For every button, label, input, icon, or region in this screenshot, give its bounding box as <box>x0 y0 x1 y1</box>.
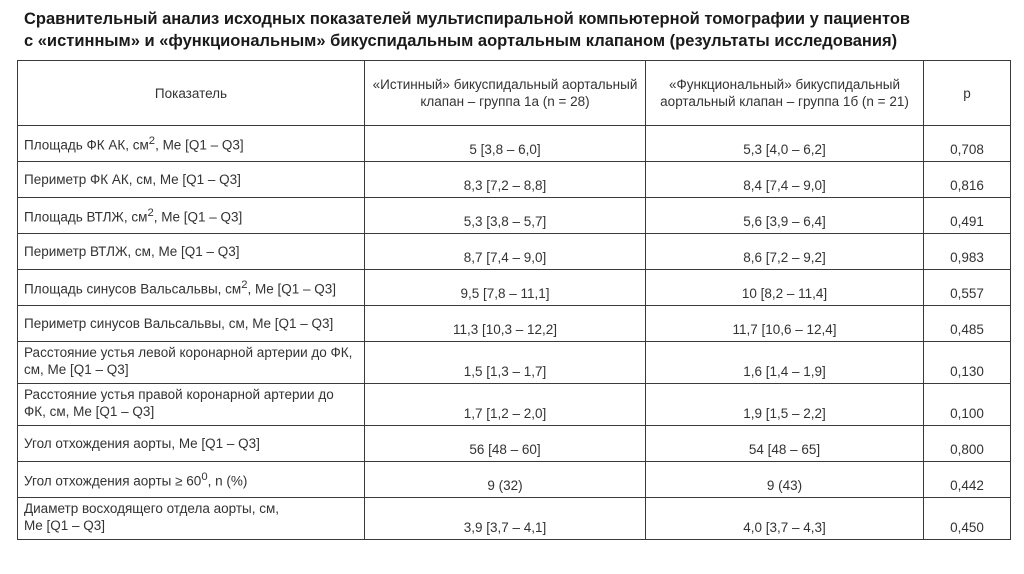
row-label: Площадь ФК АК, $см^2$, Me [Q1 – Q3] <box>18 126 365 162</box>
row-label: Площадь синусов Вальсальвы, $см^2$, Me [Q1 – Q3] <box>18 270 365 306</box>
row-label: Расстояние устья правой коронарной артерии до ФК, см, Me [Q1 – Q3] <box>18 384 365 426</box>
row-label: Площадь ВТЛЖ, $см^2$, Me [Q1 – Q3] <box>18 198 365 234</box>
table-row <box>18 384 1011 426</box>
cell-p-value: 0,708 <box>924 126 1011 162</box>
cell-p-value: 0,557 <box>924 270 1011 306</box>
header-p-value: p <box>924 61 1011 126</box>
cell-p-value: 0,800 <box>924 426 1011 462</box>
row-label: Диаметр восходящего отдела аорты, см, Me [Q1 – Q3] <box>18 498 365 540</box>
cell-group-1b: 4,0 [3,7 – 4,3] <box>646 498 924 540</box>
table-row <box>18 342 1011 384</box>
row-label: Расстояние устья левой коронарной артерии до ФК, см, Me [Q1 – Q3] <box>18 342 365 384</box>
cell-group-1a: 11,3 [10,3 – 12,2] <box>365 306 646 342</box>
cell-group-1b: 54 [48 – 65] <box>646 426 924 462</box>
cell-group-1b: 8,4 [7,4 – 9,0] <box>646 162 924 198</box>
table-row <box>18 306 1011 342</box>
cell-p-value: 0,485 <box>924 306 1011 342</box>
title-line-2: с «истинным» и «функциональным» бикуспидальным аортальным клапаном (результаты исследования) <box>24 32 898 50</box>
cell-p-value: 0,442 <box>924 462 1011 498</box>
cell-group-1b: 9 (43) <box>646 462 924 498</box>
cell-group-1a: 56 [48 – 60] <box>365 426 646 462</box>
table-row <box>18 426 1011 462</box>
table-row <box>18 162 1011 198</box>
cell-group-1a: 5,3 [3,8 – 5,7] <box>365 198 646 234</box>
cell-p-value: 0,450 <box>924 498 1011 540</box>
table-row <box>18 234 1011 270</box>
cell-group-1a: 1,7 [1,2 – 2,0] <box>365 384 646 426</box>
cell-group-1a: 3,9 [3,7 – 4,1] <box>365 498 646 540</box>
cell-group-1a: 5 [3,8 – 6,0] <box>365 126 646 162</box>
cell-group-1a: 8,3 [7,2 – 8,8] <box>365 162 646 198</box>
slide-title <box>24 8 1014 52</box>
table-row <box>18 270 1011 306</box>
table-row <box>18 126 1011 162</box>
table-row <box>18 198 1011 234</box>
header-group-1a: «Истинный» бикуспидальный аортальный клапан – группа 1а (n = 28) <box>365 61 646 126</box>
cell-group-1b: 10 [8,2 – 11,4] <box>646 270 924 306</box>
cell-group-1b: 1,6 [1,4 – 1,9] <box>646 342 924 384</box>
cell-p-value: 0,100 <box>924 384 1011 426</box>
cell-p-value: 0,816 <box>924 162 1011 198</box>
cell-group-1a: 9 (32) <box>365 462 646 498</box>
cell-group-1b: 11,7 [10,6 – 12,4] <box>646 306 924 342</box>
row-label: Угол отхождения аорты, Me [Q1 – Q3] <box>18 426 365 462</box>
cell-group-1b: 5,6 [3,9 – 6,4] <box>646 198 924 234</box>
cell-p-value: 0,983 <box>924 234 1011 270</box>
row-label: Угол отхождения аорты ≥ $60^0$, n (%) <box>18 462 365 498</box>
row-label: Периметр ВТЛЖ, см, Me [Q1 – Q3] <box>18 234 365 270</box>
comparison-table <box>17 60 1011 540</box>
header-indicator: Показатель <box>18 61 365 126</box>
cell-group-1a: 8,7 [7,4 – 9,0] <box>365 234 646 270</box>
cell-group-1b: 8,6 [7,2 – 9,2] <box>646 234 924 270</box>
row-label: Периметр ФК АК, см, Me [Q1 – Q3] <box>18 162 365 198</box>
table-row <box>18 462 1011 498</box>
cell-p-value: 0,130 <box>924 342 1011 384</box>
header-group-1b: «Функциональный» бикуспидальный аортальный клапан – группа 1б (n = 21) <box>646 61 924 126</box>
table-header-row <box>18 61 1011 126</box>
cell-group-1a: 1,5 [1,3 – 1,7] <box>365 342 646 384</box>
cell-group-1b: 1,9 [1,5 – 2,2] <box>646 384 924 426</box>
cell-p-value: 0,491 <box>924 198 1011 234</box>
cell-group-1a: 9,5 [7,8 – 11,1] <box>365 270 646 306</box>
table-row <box>18 498 1011 540</box>
cell-group-1b: 5,3 [4,0 – 6,2] <box>646 126 924 162</box>
title-line-1: Сравнительный анализ исходных показателей мультиспиральной компьютерной томографии у пациентов <box>24 10 911 28</box>
row-label: Периметр синусов Вальсальвы, см, Me [Q1 – Q3] <box>18 306 365 342</box>
